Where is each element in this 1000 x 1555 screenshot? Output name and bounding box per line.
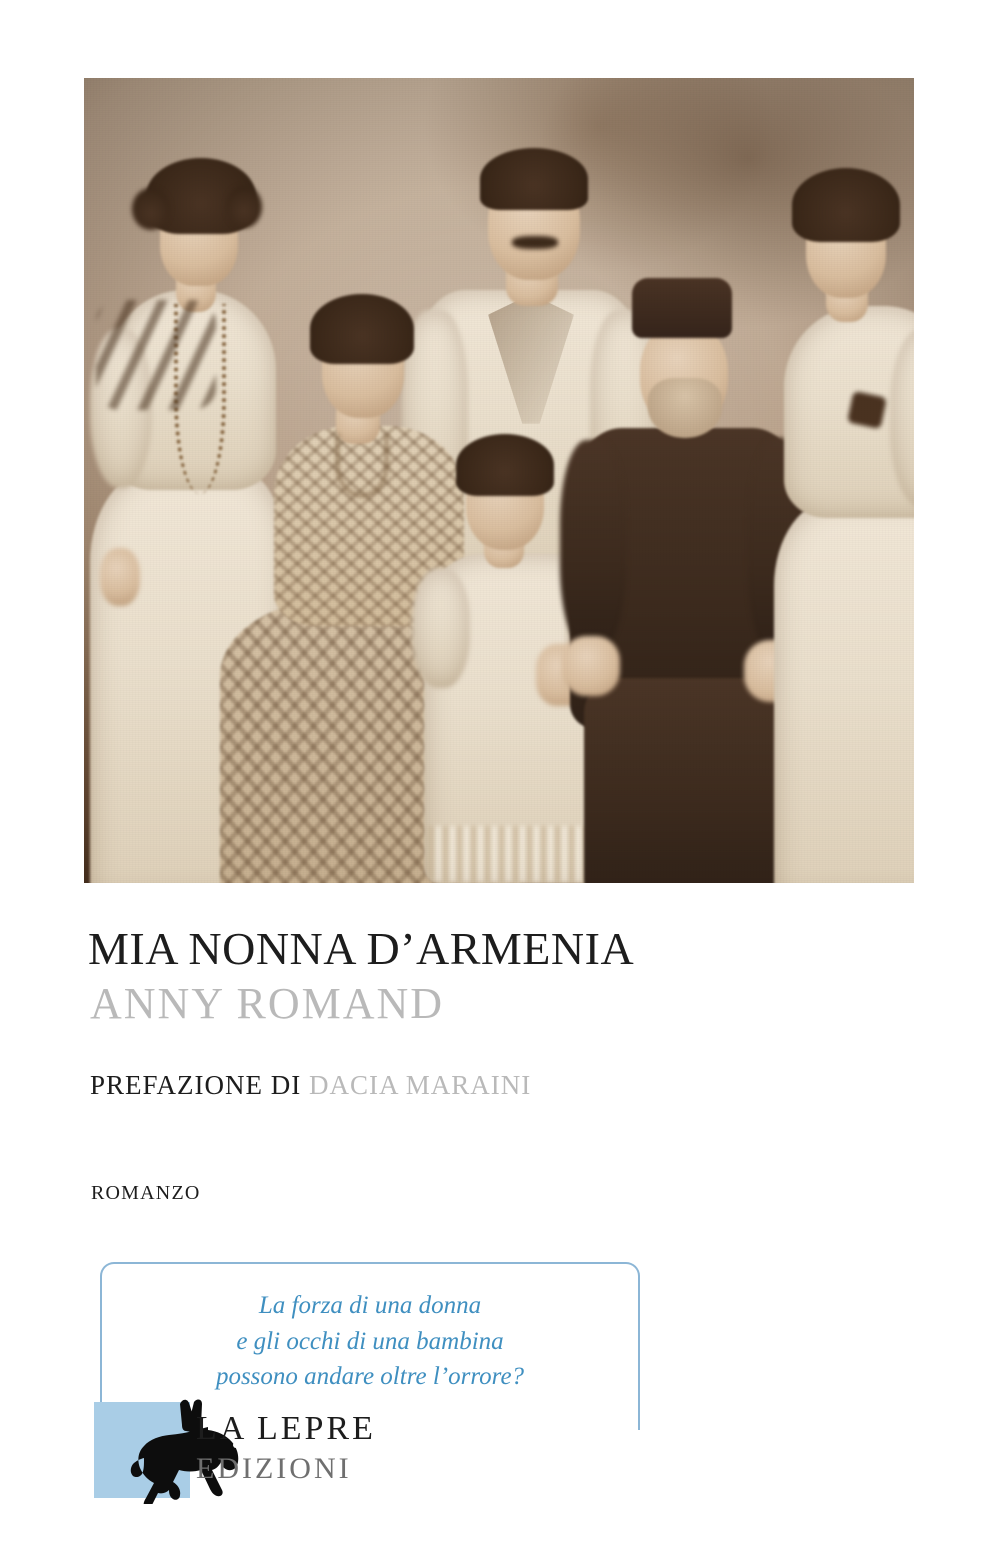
preface-label: PREFAZIONE DI — [90, 1070, 302, 1100]
publisher-logo — [88, 1390, 388, 1510]
book-title: MIA NONNA D’ARMENIA — [88, 923, 635, 974]
cover-photograph — [84, 78, 914, 883]
publisher-subtitle: EDIZIONI — [196, 1452, 352, 1485]
book-author: ANNY ROMAND — [90, 979, 445, 1028]
publisher-name: LA LEPRE — [196, 1410, 376, 1447]
photo-grain-overlay — [84, 78, 914, 883]
blurb-line-1: La forza di una donna — [258, 1292, 482, 1319]
preface-line — [90, 1070, 531, 1101]
preface-author: DACIA MARAINI — [309, 1070, 532, 1100]
blurb-text — [102, 1288, 638, 1395]
blurb-line-3: possono andare oltre l’orrore? — [215, 1363, 525, 1390]
book-genre: ROMANZO — [91, 1182, 201, 1204]
blurb-line-2: e gli occhi di una bambina — [236, 1327, 504, 1355]
